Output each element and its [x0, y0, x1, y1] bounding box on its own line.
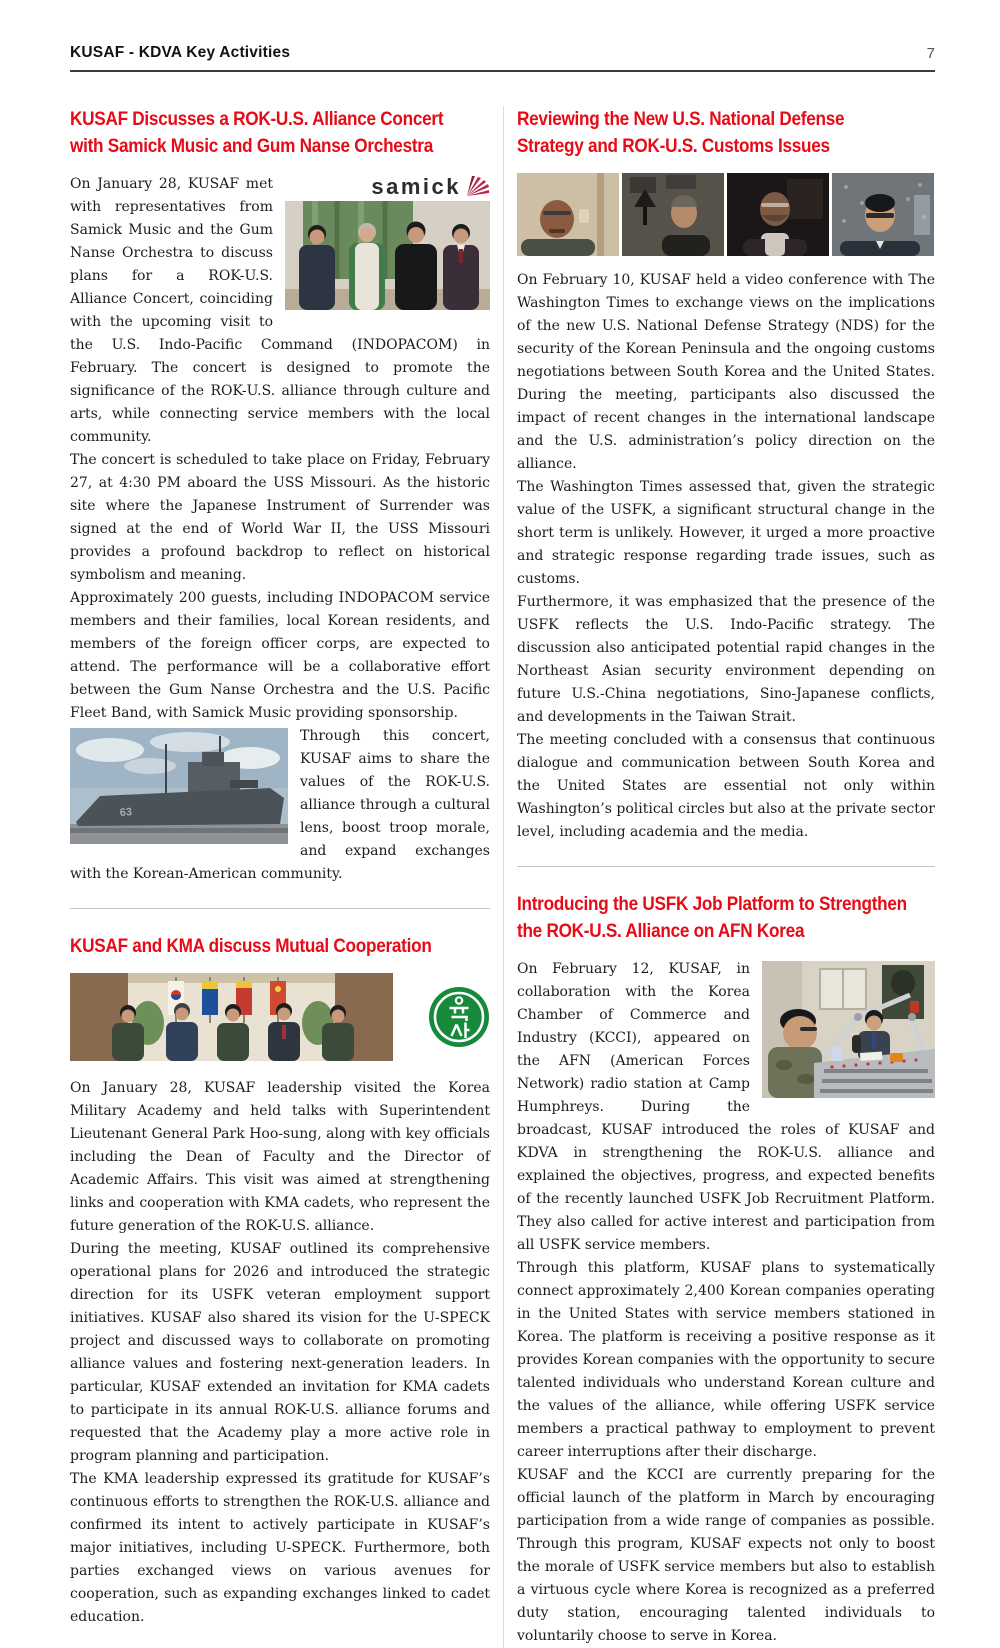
concert-paragraph-2: The concert is scheduled to take place on Friday, February 27, at 4:30 PM aboard the USS Missouri. As the historic site where the Japanese Instrument of Surrender was signed at the end of World War II, the USS Missouri provides a profound backdrop to reflect on historical symbolism and meaning. — [70, 451, 490, 583]
video-participant-4-photo — [832, 173, 934, 256]
page-number: 7 — [926, 45, 935, 62]
video-participant-1-photo — [517, 173, 619, 256]
left-article-divider — [70, 908, 490, 909]
video-participant-2-photo — [622, 173, 724, 256]
two-column-layout — [70, 106, 935, 1648]
svg-text:63: 63 — [119, 805, 133, 819]
concert-meeting-photo — [285, 201, 490, 310]
right-article-divider — [517, 866, 935, 867]
kma-paragraph-2: During the meeting, KUSAF outlined its comprehensive operational plans for 2026 and introduced the strategic direction for its USFK veteran employment support initiatives. KUSAF also shared its vision for the U-SPECK project and discussed ways to collaborate on promoting alliance values and fostering next-generation leaders. In particular, KUSAF extended an invitation for KMA cadets to participate in its annual ROK-U.S. alliance forums and requested that the Academy play a more active role in program planning and participation. — [70, 1240, 490, 1464]
page-header-title: KUSAF - KDVA Key Activities — [70, 44, 291, 61]
concert-paragraph-3: Approximately 200 guests, including INDOPACOM service members and their families, local Korean residents, and members of the foreign officer corps, are expected to attend. The performance will be a collaborative effort between the Gum Nanse Orchestra and the U.S. Pacific Fleet Band, with Samick Music providing sponsorship. — [70, 589, 490, 721]
kma-emblem-icon — [428, 986, 490, 1048]
concert-media-block — [285, 173, 490, 310]
afn-paragraph-3: KUSAF and the KCCI are currently preparing for the official launch of the platform in March by encouraging participation from a wide range of companies as possible. Through this program, KUSAF expects not only to boost the morale of USFK service members but also to establish a virtuous cycle where Korea is recognized as a preferred duty station, encouraging talented individuals to voluntarily choose to serve in Korea. — [517, 1466, 935, 1644]
nds-paragraph-1: On February 10, KUSAF held a video conference with The Washington Times to exchange views on the implications of the new U.S. National Defense Strategy (NDS) for the security of the Korean Peninsula and the ongoing customs negotiations between South Korea and the United States. During the meeting, participants also discussed the impact of recent changes in the international landscape and the U.S. administration’s policy direction on the alliance. — [517, 271, 935, 472]
nds-paragraph-2: The Washington Times assessed that, given the strategic value of the USFK, a significant structural change in the short term is unlikely. However, it urged a more proactive and strategic response regarding trade issues, such as customs. — [517, 478, 935, 587]
article-concert — [70, 106, 490, 886]
video-conference-strip — [517, 173, 935, 256]
afn-radio-studio-photo — [762, 961, 935, 1098]
article-kma-title: KUSAF and KMA discuss Mutual Cooperation — [70, 934, 432, 957]
article-concert-title: KUSAF Discusses a ROK-U.S. Alliance Concert with Samick Music and Gum Nanse Orchestra — [70, 108, 444, 157]
kma-group-photo — [70, 973, 393, 1061]
afn-paragraph-1: On February 12, KUSAF, in collaboration with the Korea Chamber of Commerce and Industry (KCCI), appeared on the AFN (American Forces Network) radio station at Camp Humphreys. During the broadcast, KUSAF introduced the roles of KUSAF and KDVA in strengthening the ROK-U.S. alliance and explained the objectives, progress, and expected benefits of the recently launched USFK Job Recruitment Platform. They also called for active interest and participation from all USFK service members. — [517, 960, 935, 1253]
article-afn-title: Introducing the USFK Job Platform to Strengthen the ROK-U.S. Alliance on AFN Korea — [517, 892, 907, 942]
samick-logo-text: samick — [371, 173, 461, 199]
concert-paragraph-1: On January 28, KUSAF met with representatives from Samick Music and the Gum Nanse Orchestra to discuss plans for a ROK-U.S. Alliance Concert, coinciding with the upcoming visit to the U.S. Indo-Pacific Command (INDOPACOM) in February. The concert is designed to promote the significance of the ROK-U.S. alliance through culture and arts, while connecting service members with the local community. — [70, 175, 490, 445]
concert-paragraph-4: Through this concert, KUSAF aims to share the values of the ROK-U.S. alliance through a cultural lens, boost troop morale, and expand exchanges with the Korean-American community. — [70, 727, 490, 882]
page-header — [70, 0, 935, 72]
kma-paragraph-1: On January 28, KUSAF leadership visited the Korea Military Academy and held talks with Superintendent Lieutenant General Park Hoo-sung, along with key officials including the Dean of Faculty and the Director of Academic Affairs. This visit was aimed at strengthening links and cooperation with KMA cadets, who represent the future generation of the ROK-U.S. alliance. — [70, 1079, 490, 1234]
nds-paragraph-4: The meeting concluded with a consensus that continuous dialogue and communication between South Korea and the United States are essential not only within Washington’s political circles but also at the private sector level, including academia and the media. — [517, 731, 935, 840]
article-nds-title: Reviewing the New U.S. National Defense Strategy and ROK-U.S. Customs Issues — [517, 108, 845, 157]
article-nds — [517, 106, 935, 844]
column-divider — [503, 106, 504, 1648]
article-afn — [517, 891, 935, 1648]
samick-logo — [285, 173, 490, 197]
kma-paragraph-3: The KMA leadership expressed its gratitude for KUSAF’s continuous efforts to strengthen the ROK-U.S. alliance and confirmed its intent to actively participate in KUSAF’s major initiatives, including U-SPECK. Furthermore, both parties exchanged views on various avenues for cooperation, such as expanding exchanges linked to cadet education. — [70, 1470, 490, 1625]
video-participant-3-photo — [727, 173, 829, 256]
nds-paragraph-3: Furthermore, it was emphasized that the presence of the USFK reflects the U.S. Indo-Pacific strategy. The discussion also anticipated potential rapid changes in the Northeast Asian security environment depending on future U.S.-China negotiations, Sino-Japanese conflicts, and developments in the Taiwan Strait. — [517, 593, 935, 725]
kma-media-row — [70, 973, 490, 1061]
article-kma — [70, 933, 490, 1629]
left-column — [70, 106, 490, 1648]
right-column — [517, 106, 935, 1648]
uss-missouri-photo — [70, 728, 288, 844]
samick-fan-icon — [464, 175, 490, 197]
afn-paragraph-2: Through this platform, KUSAF plans to systematically connect approximately 2,400 Korean companies operating in the United States with service members stationed in Korea. The platform is receiving a positive response as it provides Korean companies with the opportunity to secure talented individuals who understand Korean culture and the values of the alliance, while offering USFK service members a practical pathway to employment to prevent career interruptions after their discharge. — [517, 1259, 935, 1460]
